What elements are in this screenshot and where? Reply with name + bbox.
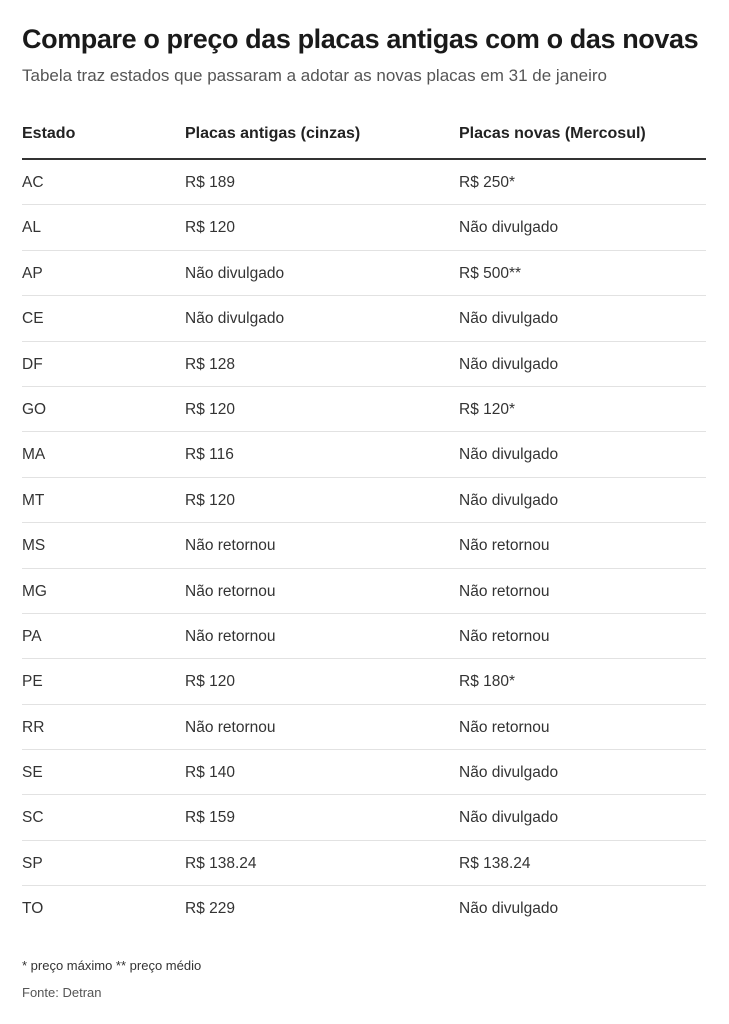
cell-placas-antigas: Não divulgado [185, 264, 285, 282]
cell-placas-novas: R$ 500** [459, 264, 522, 282]
cell-estado: SE [22, 764, 43, 782]
cell-placas-antigas: R$ 128 [185, 355, 235, 373]
table-row [22, 705, 706, 750]
cell-estado: MA [22, 446, 46, 464]
column-header-estado: Estado [22, 125, 76, 142]
cell-estado: AL [22, 219, 41, 237]
cell-estado: DF [22, 355, 43, 373]
cell-estado: MS [22, 537, 46, 555]
cell-placas-novas: Não divulgado [459, 310, 559, 328]
cell-placas-novas: Não divulgado [459, 900, 559, 918]
table-row [22, 432, 706, 477]
cell-placas-antigas: R$ 116 [185, 446, 234, 464]
table-row [22, 478, 706, 523]
table-row [22, 342, 706, 387]
cell-estado: PA [22, 627, 42, 645]
table-row [22, 387, 706, 432]
cell-estado: AC [22, 174, 44, 191]
cell-placas-novas: R$ 250* [459, 174, 516, 191]
cell-estado: RR [22, 718, 45, 736]
page-subtitle: Tabela traz estados que passaram a adotar as novas placas em 31 de janeiro [22, 66, 607, 85]
table-body [22, 160, 706, 932]
price-table [22, 112, 706, 932]
table-row [22, 205, 706, 250]
table-row [22, 614, 706, 659]
column-header-placas-antigas: Placas antigas (cinzas) [185, 125, 361, 142]
source-credit: Fonte: Detran [22, 985, 102, 1000]
cell-placas-antigas: R$ 120 [185, 400, 235, 418]
cell-placas-antigas: R$ 159 [185, 809, 235, 827]
cell-estado: SP [22, 854, 43, 872]
cell-placas-antigas: R$ 140 [185, 764, 235, 782]
table-row [22, 251, 706, 296]
table-header [22, 112, 706, 160]
table-row [22, 886, 706, 931]
table-row [22, 659, 706, 704]
cell-estado: GO [22, 400, 47, 418]
cell-placas-novas: R$ 120* [459, 400, 516, 418]
cell-placas-novas: Não divulgado [459, 446, 559, 464]
table-row [22, 160, 706, 205]
cell-estado: CE [22, 310, 44, 328]
table-row [22, 296, 706, 341]
cell-estado: MG [22, 582, 47, 600]
cell-placas-novas: Não divulgado [459, 491, 559, 509]
cell-placas-novas: Não retornou [459, 718, 550, 736]
cell-placas-antigas: R$ 120 [185, 491, 235, 509]
table-row [22, 750, 706, 795]
table-row [22, 569, 706, 614]
cell-placas-antigas: R$ 138.24 [185, 854, 257, 872]
cell-placas-novas: R$ 138.24 [459, 854, 531, 872]
column-header-placas-novas: Placas novas (Mercosul) [459, 125, 646, 142]
cell-placas-novas: Não divulgado [459, 355, 559, 373]
cell-placas-antigas: R$ 189 [185, 174, 235, 191]
cell-estado: TO [22, 900, 44, 918]
cell-placas-antigas: Não retornou [185, 582, 276, 600]
cell-placas-novas: Não divulgado [459, 219, 559, 237]
cell-estado: SC [22, 809, 44, 827]
footnote: * preço máximo ** preço médio [22, 958, 202, 973]
cell-placas-antigas: R$ 120 [185, 219, 235, 237]
page-title: Compare o preço das placas antigas com o das novas [22, 24, 699, 54]
cell-placas-antigas: Não retornou [185, 537, 276, 555]
cell-estado: MT [22, 491, 45, 509]
table-row [22, 795, 706, 840]
cell-placas-antigas: Não divulgado [185, 310, 285, 328]
cell-placas-novas: Não retornou [459, 537, 550, 555]
cell-placas-antigas: R$ 229 [185, 900, 235, 918]
cell-placas-antigas: Não retornou [185, 718, 276, 736]
cell-placas-novas: Não divulgado [459, 764, 559, 782]
cell-estado: PE [22, 673, 43, 691]
cell-estado: AP [22, 264, 43, 282]
cell-placas-antigas: Não retornou [185, 627, 276, 645]
cell-placas-novas: Não divulgado [459, 809, 559, 827]
cell-placas-novas: Não retornou [459, 582, 550, 600]
table-row [22, 523, 706, 568]
cell-placas-novas: Não retornou [459, 627, 550, 645]
cell-placas-antigas: R$ 120 [185, 673, 235, 691]
table-row [22, 841, 706, 886]
cell-placas-novas: R$ 180* [459, 673, 516, 691]
